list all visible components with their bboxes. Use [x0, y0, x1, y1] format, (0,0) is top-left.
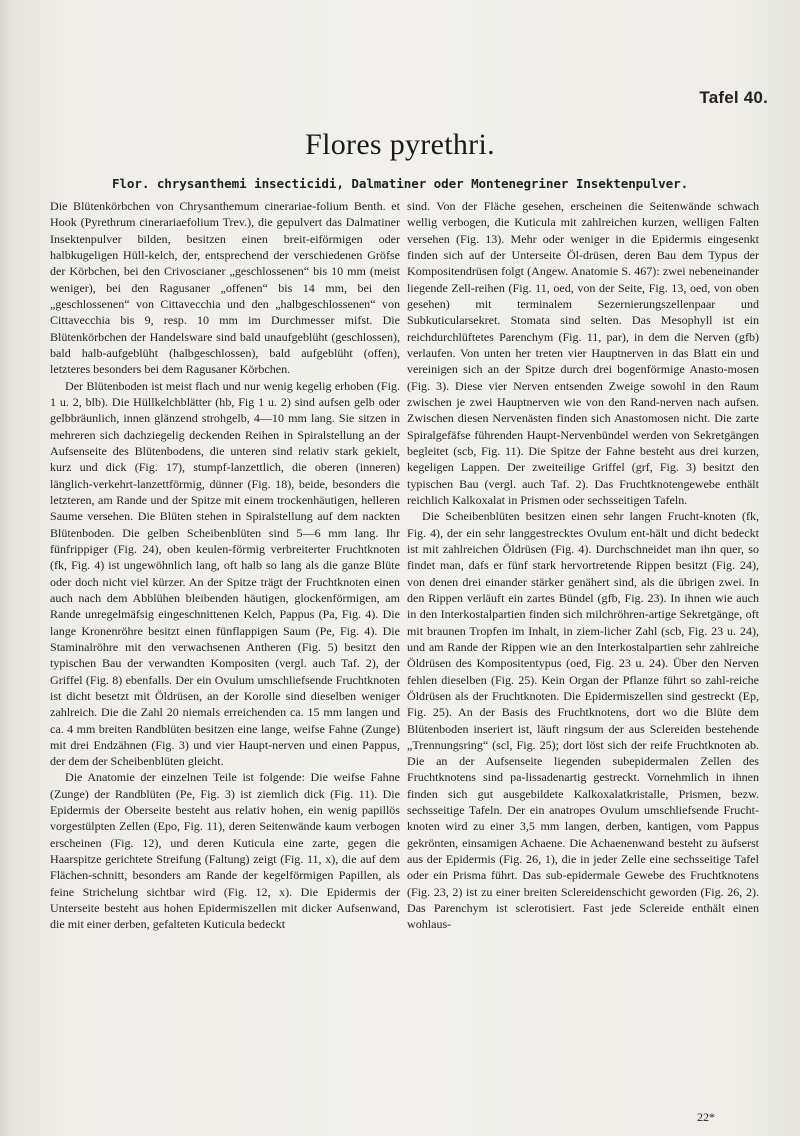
paragraph: Der Blütenboden ist meist flach und nur wenig kegelig erhoben (Fig. 1 u. 2, blb). Die Hüllkelchblätter (hb, Fig 1 u. 2) sind aufsen gelb oder gelbbräunlich, innen glänzend strohgelb, 4—10 mm lang. Sie sitzen in mehreren sich dachziegelig deckenden Reihen in Spiralstellung an der Aufsenseite des Blütenbodens, die unteren sind relativ stark gekielt, kurz und dick (Fig. 17), stumpf-lanzettlich, die oberen (inneren) länglich-verkehrt-lanzettförmig, dünner (Fig. 18), beide, besonders die letzteren, am Rande und der Spitze mit einem trockenhäutigen, helleren Saume versehen. Die Blüten stehen in Spiralstellung auf dem nackten Blütenboden. Die gelben Scheibenblüten sind 5—6 mm lang. Ihr fünfrippiger (Fig. 24), oben keulen-förmig verbreiterter Fruchtknoten (fk, Fig. 4) ist ungewöhnlich lang, oft halb so lang als die ganze Blüte oder doch nicht viel kürzer. An der Spitze trägt der Fruchtknoten einen auch nach dem Abblühen bleibenden häutigen, glockenförmigen, am Rande unregelmäfsig eingeschnittenen Kelch, Pappus (Pa, Fig. 4). Die lange Kronenröhre besitzt einen fünflappigen Saum (Pe, Fig. 4). Die Staminalröhre mit den verwachsenen Antheren (Fig. 5) besitzt den typischen Bau der verwandten Kompositen (vergl. auch Taf. 2), der Griffel (Fig. 8) ebenfalls. Der ein Ovulum umschliefsende Fruchtknoten ist dicht besetzt mit Öldrüsen, an der Korolle sind dieselben weniger zahlreich. Die die Zahl 20 niemals erreichenden ca. 15 mm langen und ca. 4 mm breiten Randblüten besitzen eine lange, weifse Fahne (Zunge) mit drei Endzähnen (Fig. 3) und vier Haupt-nerven und einen Pappus, der dem der Scheibenblüten gleicht. [50, 378, 400, 769]
book-spine-shadow [0, 0, 10, 1136]
plate-label: Tafel 40. [699, 88, 768, 107]
paragraph: Die Scheibenblüten besitzen einen sehr langen Frucht-knoten (fk, Fig. 4), der ein sehr langgestrecktes Ovulum ent-hält und dicht bedeckt ist mit zahlreichen Öldrüsen (Fig. 4). Durchschneidet man ihn quer, so findet man, dafs er fünf stark hervortretende Rippen besitzt (Fig. 24), von denen drei einander stärker genähert sind, als die übrigen zwei. In den Rippen verläuft ein zartes Bündel (gfb, Fig. 23). In ihnen wie auch in den Interkostalpartien finden sich milchröhren-artige Sekretgänge, oft mit braunen Tropfen im Inhalt, in ziem-licher Zahl (scb, Fig. 23 u. 24), und am Rande der Rippen wie an den Interkostalpartien sehr zahlreiche Öldrüsen des Kompositentypus (oed, Fig. 23 u. 24). Über den Nerven fehlen dieselben (Fig. 25). Kein Organ der Pflanze führt so zahl-reiche Öldrüsen als der Fruchtknoten. Die Epidermiszellen sind gestreckt (Ep, Fig. 25). An der Basis des Fruchtknotens, dort wo die Blüte dem Blütenboden inseriert ist, läuft ringsum der aus Sclereiden bestehende „Trennungsring“ (scl, Fig. 25); dort löst sich der reife Fruchtknoten ab. Die an der Aufsenseite liegenden subepidermalen Zellen des Fruchtknotens sind pa-lissadenartig gestreckt. Vornehmlich in ihnen finden sich gut ausgebildete Kalkoxalatkristalle, Prismen, bezw. sechsseitige Tafeln. Der ein anatropes Ovulum umschliefsende Frucht-knoten wird zu einer 3,5 mm langen, derben, kantigen, vom Pappus gekrönten, einsamigen Achaene. Die Achaenenwand besteht zu äufserst aus der Epidermis (Fig. 26, 1), die in jeder Zelle eine sechsseitige Tafel oder ein Prisma führt. Das sub-epidermale Gewebe des Fruchtknotens (Fig. 23, 2) ist zu einer breiten Sclereidenschicht geworden (Fig. 26, 2). Das Parenchym ist sclerotisiert. Fast jede Sclereide enthält einen wohlaus- [407, 509, 759, 932]
paragraph: sind. Von der Fläche gesehen, erscheinen die Seitenwände schwach wellig verbogen, die Kuticula mit zahlreichen kurzen, welligen Falten versehen (Fig. 13). Mehr oder weniger in die Epidermis eingesenkt finden sich auf der Unterseite Öl-drüsen, deren Bau dem Typus der Kompositendrüsen folgt (Angew. Anatomie S. 467): zwei nebeneinander liegende Zell-reihen (Fig. 11, oed, von der Seite, Fig. 13, oed, von oben gesehen) mit terminalem Sezernierungszellenpaar und Subkuticularsekret. Stomata sind selten. Das Mesophyll ist ein reichdurchlüftetes Parenchym (Fig. 11, par), in dem die Nerven (gfb) verlaufen. Von unten her treten vier Hauptnerven in das Blatt ein und vereinigen sich an der Spitze durch drei bogenförmige Anasto-mosen (Fig. 3). Diese vier Nerven entsenden Zweige sowohl in den Raum zwischen je zwei Hauptnerven wie von den Rand-nerven nach aufsen. Zwischen diesen Nervenästen finden sich Anastomosen nicht. Die zarte Spiralgefäfse führenden Haupt-Nervenbündel werden von Sekretgängen begleitet (scb, Fig. 11). Die Spitze der Fahne besteht aus drei kurzen, kegeligen Lappen. Der zweiteilige Griffel (grf, Fig. 3) besitzt den typischen Bau (vergl. auch Taf. 2). Das Fruchtknotengewebe enthält reichlich Kalkoxalat in Prismen oder sechsseitigen Tafeln. [407, 199, 759, 507]
paragraph: Die Anatomie der einzelnen Teile ist folgende: Die weifse Fahne (Zunge) der Randblüten (Pe, Fig. 3) ist ziemlich dick (Fig. 11). Die Epidermis der Oberseite besteht aus relativ hohen, ein wenig papillös vorgestülpten Zellen (Epo, Fig. 11), deren Seitenwände kaum verbogen erscheinen (Fig. 12), und deren Kuticula eine zarte, gegen die Haarspitze gerichtete Streifung (Faltung) zeigt (Fig. 11, x), die auf dem Flächen-schnitt, besonders am Rande der kegelförmigen Papillen, als feine Strichelung sichtbar wird (Fig. 12, x). Die Epidermis der Unterseite besteht aus hohen Epidermiszellen mit dicker Aufsenwand, die mit einer derben, gefalteten Kuticula bedeckt [50, 770, 400, 932]
right-column [407, 198, 759, 933]
left-column [50, 198, 400, 933]
page-number: 22* [697, 1110, 715, 1124]
paragraph: Die Blütenkörbchen von Chrysanthemum cinerariae-folium Benth. et Hook (Pyrethrum cinerariaefolium Trev.), die gepulvert das Dalmatiner Insektenpulver bilden, besitzen einen breit-eiförmigen oder halbkugeligen Hüll-kelch, der, entsprechend der verschiedenen Gröfse der Körbchen, bei den Crivoscianer „geschlossenen“ bis 10 mm (meist weniger), bei den Ragusaner „offenen“ bis 14 mm, bei den „geschlossenen“ von Cittavecchia und den „halbgeschlossenen“ von Cittavecchia bis 9, resp. 10 mm im Durchmesser mifst. Die Blütenkörbchen der Handelsware sind bald unaufgeblüht (geschlossen), bald halb-aufgeblüht (halbgeschlossen), bald aufgeblüht (offen), letzteres besonders bei dem Ragusaner Körbchen. [50, 199, 400, 377]
page-title: Flores pyrethri. [305, 128, 495, 161]
page-subtitle: Flor. chrysanthemi insecticidi, Dalmatiner oder Montenegriner Insektenpulver. [111, 176, 689, 191]
